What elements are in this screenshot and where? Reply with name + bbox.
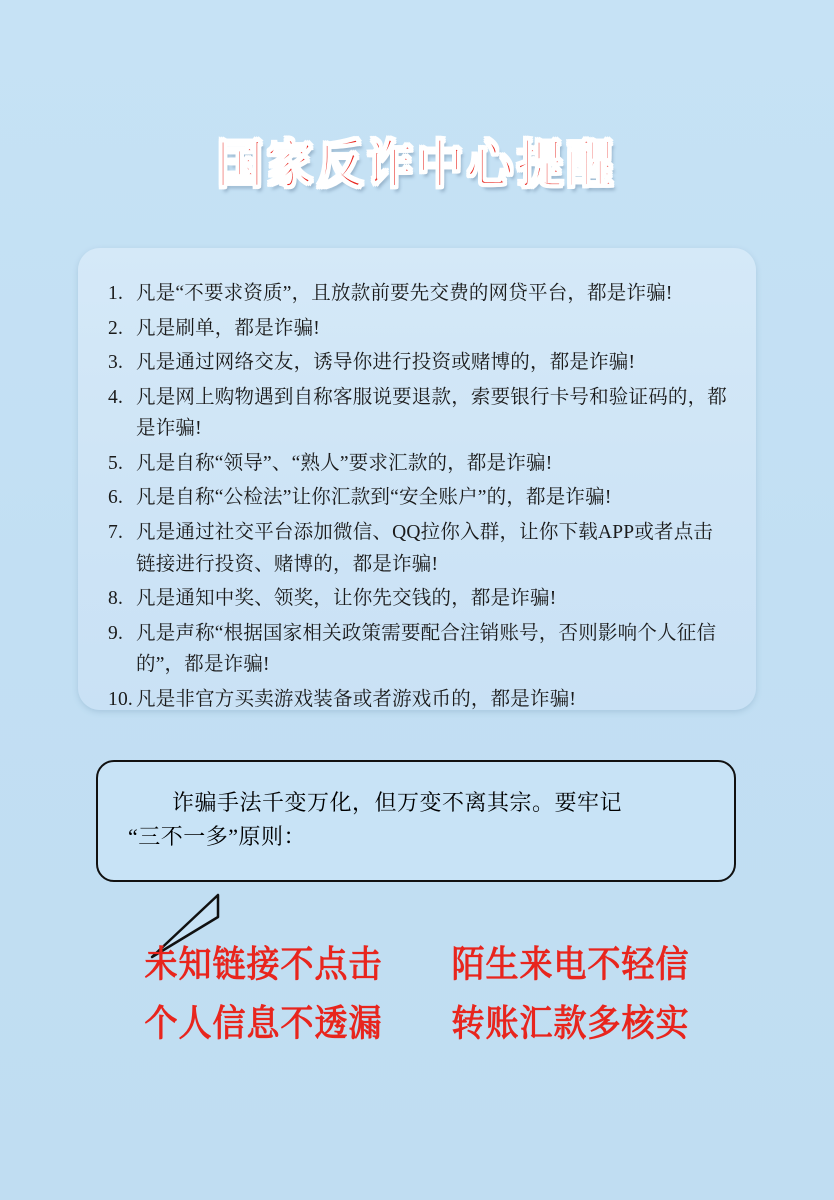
list-item-text: 凡是声称“根据国家相关政策需要配合注销账号，否则影响个人征信的”，都是诈骗! (136, 622, 717, 676)
list-item-number: 8. (108, 588, 124, 610)
list-item-number: 3. (108, 352, 124, 374)
slogan-item: 转账汇款多核实 (451, 1004, 690, 1045)
list-item-number: 10. (108, 688, 133, 710)
list-item (108, 517, 728, 580)
list-item (108, 583, 728, 615)
list-item-text: 凡是刷单，都是诈骗! (136, 317, 320, 339)
page-title-container (0, 128, 834, 194)
list-item (108, 618, 728, 681)
slogan-item: 陌生来电不轻信 (451, 945, 690, 986)
page-title: 国家反诈中心提醒 (217, 136, 617, 194)
list-item-text: 凡是自称“领导”、“熟人”要求汇款的，都是诈骗! (136, 452, 553, 474)
fraud-tips-list (108, 278, 728, 716)
list-item-text: 凡是通过网络交友，诱导你进行投资或赌博的，都是诈骗! (136, 352, 636, 374)
list-item (108, 482, 728, 514)
list-item (108, 313, 728, 345)
list-item-number: 9. (108, 622, 124, 644)
list-item (108, 278, 728, 310)
fraud-tips-card (78, 248, 756, 710)
list-item-number: 4. (108, 386, 124, 408)
list-item-text: 凡是非官方买卖游戏装备或者游戏币的，都是诈骗! (136, 688, 577, 710)
list-item-number: 1. (108, 283, 124, 304)
list-item (108, 347, 728, 379)
slogan-grid (0, 938, 834, 1044)
list-item-text: 凡是“不要求资质”，且放款前要先交费的网贷平台，都是诈骗! (136, 283, 673, 304)
list-item (108, 382, 728, 445)
speech-bubble-line-1: 诈骗手法千变万化，但万变不离其宗。要牢记 (172, 790, 623, 815)
list-item-text: 凡是通知中奖、领奖，让你先交钱的，都是诈骗! (136, 588, 557, 610)
list-item-number: 2. (108, 317, 124, 339)
list-item-text: 凡是自称“公检法”让你汇款到“安全账户”的，都是诈骗! (136, 487, 612, 509)
speech-bubble (96, 760, 736, 882)
slogan-item: 个人信息不透漏 (144, 1004, 383, 1045)
list-item-number: 6. (108, 487, 124, 509)
list-item (108, 448, 728, 480)
speech-bubble-line-2: “三不一多”原则： (128, 824, 307, 850)
slogan-item: 未知链接不点击 (144, 945, 383, 986)
list-item (108, 684, 728, 716)
list-item-text: 凡是网上购物遇到自称客服说要退款，索要银行卡号和验证码的，都是诈骗! (136, 386, 728, 440)
list-item-text: 凡是通过社交平台添加微信、QQ拉你入群，让你下载APP或者点击链接进行投资、赌博的，都是诈骗! (136, 522, 714, 575)
list-item-number: 5. (108, 452, 124, 474)
list-item-number: 7. (108, 522, 124, 544)
